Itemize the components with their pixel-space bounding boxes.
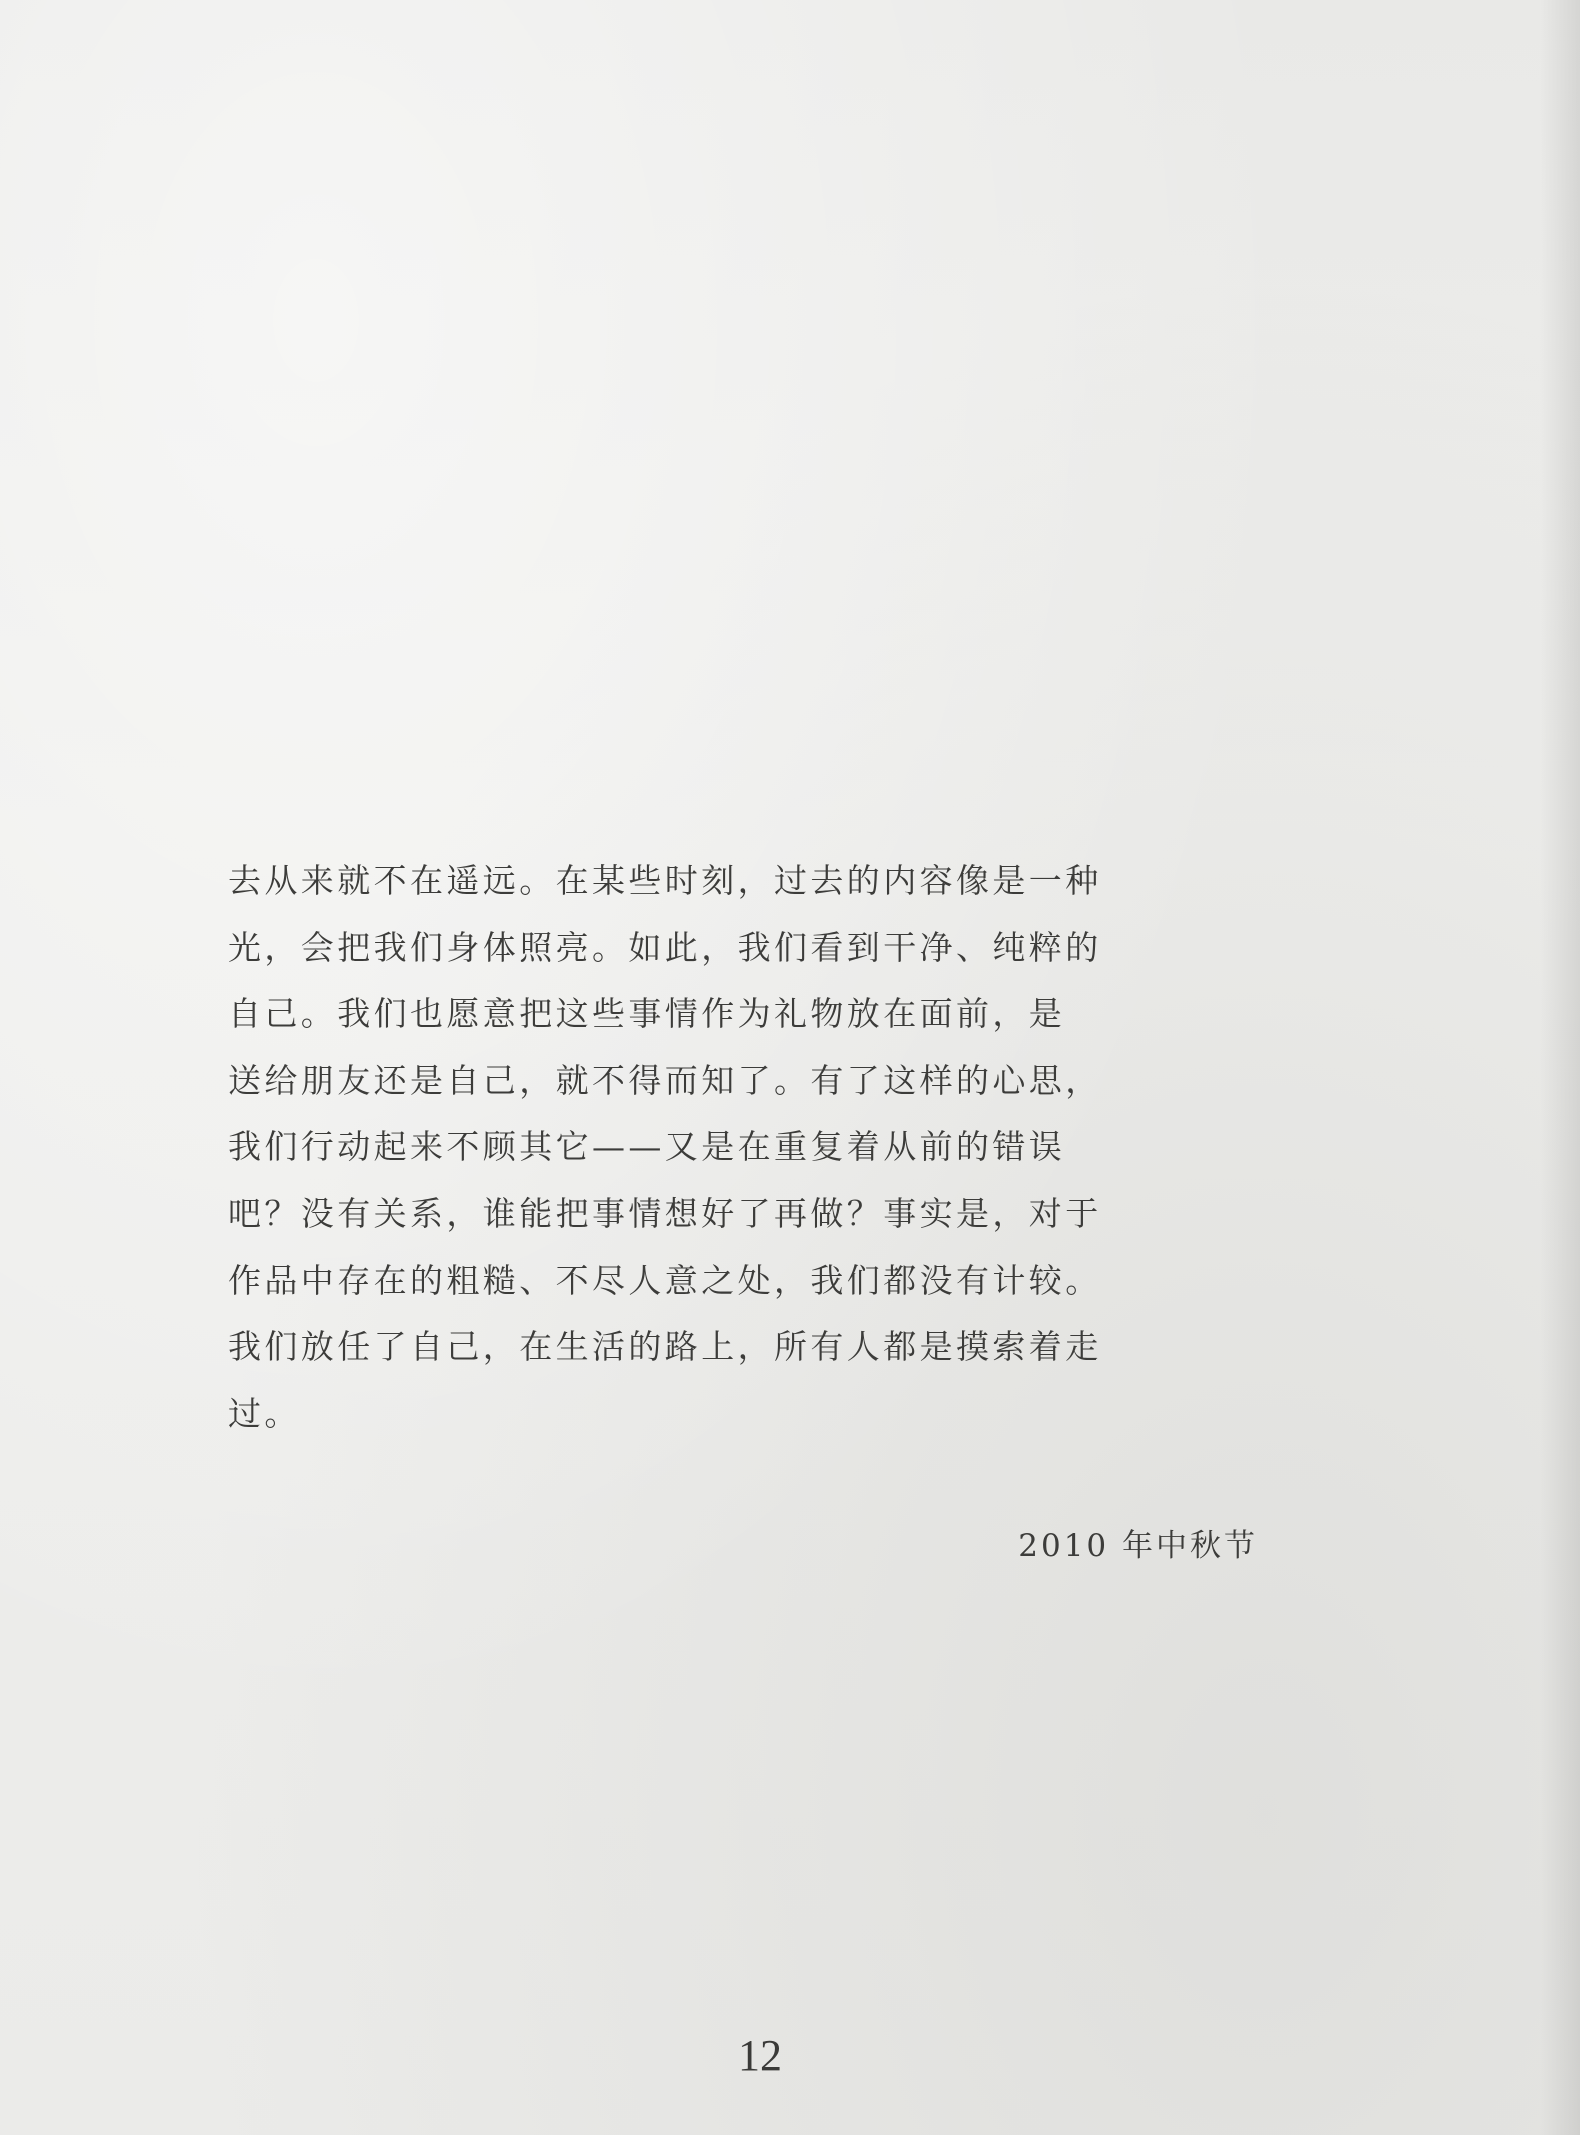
text-line: 过。	[228, 1393, 301, 1433]
text-line: 我们行动起来不顾其它——又是在重复着从前的错误	[228, 1127, 1066, 1167]
body-paragraph	[228, 848, 1268, 1447]
text-line: 光，会把我们身体照亮。如此，我们看到干净、纯粹的	[228, 927, 1102, 967]
signature-date: 2010 年中秋节	[1018, 1528, 1258, 1564]
text-line: 我们放任了自己，在生活的路上，所有人都是摸索着走	[228, 1327, 1102, 1367]
text-line: 吧？没有关系，谁能把事情想好了再做？事实是，对于	[228, 1193, 1102, 1233]
page-number: 12	[738, 2031, 782, 2080]
text-line: 去从来就不在遥远。在某些时刻，过去的内容像是一种	[228, 861, 1102, 900]
text-line: 自己。我们也愿意把这些事情作为礼物放在面前，是	[228, 994, 1066, 1034]
text-line: 作品中存在的粗糙、不尽人意之处，我们都没有计较。	[228, 1260, 1102, 1300]
text-line: 送给朋友还是自己，就不得而知了。有了这样的心思，	[228, 1060, 1102, 1100]
